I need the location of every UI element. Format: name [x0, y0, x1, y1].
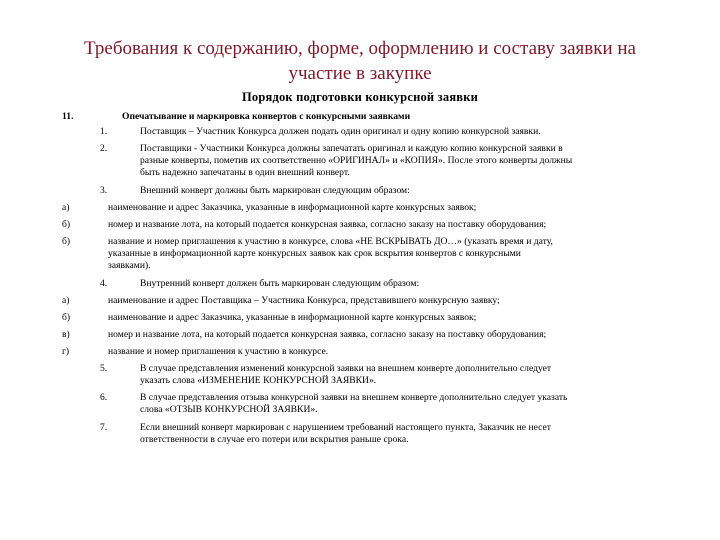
subitem-marker: г)	[62, 346, 70, 357]
subitem-marker: б)	[62, 219, 71, 230]
item-number: 1.	[100, 126, 108, 137]
item-text: Если внешний конверт маркирован с нарушением требований настоящего пункта, Заказчик не несет	[140, 422, 551, 433]
item-number: 7.	[100, 422, 108, 433]
subitem-marker: в)	[62, 329, 70, 340]
item-text: слова «ОТЗЫВ КОНКУРСНОЙ ЗАЯВКИ».	[140, 404, 318, 415]
subitem-text: номер и название лота, на который подается конкурсная заявка, согласно заказу на поставку оборудования;	[108, 219, 547, 230]
subitem-text: название и номер приглашения к участию в конкурсе.	[108, 346, 329, 357]
subitem-marker: б)	[62, 236, 71, 247]
subitem-text: наименование и адрес Заказчика, указанные в информационной карте конкурсных заявок;	[108, 312, 477, 323]
item-text: Внутренний конверт должен быть маркирован следующим образом:	[140, 278, 420, 289]
subitem-text: наименование и адрес Поставщика – Участника Конкурса, представившего конкурсную заявку;	[108, 295, 500, 306]
item-number: 6.	[100, 392, 108, 403]
item-text: Внешний конверт должны быть маркирован следующим образом:	[140, 185, 410, 196]
subitem-text: номер и название лота, на который подается конкурсная заявка, согласно заказу на поставку оборудования;	[108, 329, 547, 340]
subitem-marker: а)	[62, 202, 70, 213]
subitem-marker: б)	[62, 312, 71, 323]
item-text: В случае представления изменений конкурсной заявки на внешнем конверте дополнительно следует	[140, 363, 552, 374]
item-number: 3.	[100, 185, 108, 196]
item-text: быть надежно запечатаны в один внешний конверт.	[140, 167, 350, 178]
item-text: Поставщик – Участник Конкурса должен подать один оригинал и одну копию конкурсной заявки.	[140, 126, 541, 137]
item-text: Поставщики - Участники Конкурса должны запечатать оригинал и каждую копию конкурсной заявки в	[140, 143, 563, 154]
subitem-text: заявками).	[108, 260, 151, 271]
page-title	[20, 36, 700, 86]
section-number: 11.	[62, 111, 74, 122]
item-text: указать слова «ИЗМЕНЕНИЕ КОНКУРСНОЙ ЗАЯВКИ».	[140, 375, 377, 386]
title-line-1: Требования к содержанию, форме, оформлению и составу заявки на	[84, 38, 636, 59]
subitem-text: название и номер приглашения к участию в конкурсе, слова «НЕ ВСКРЫВАТЬ ДО…» (указать время и дату,	[108, 236, 553, 247]
subitem-marker: а)	[62, 295, 70, 306]
subtitle: Порядок подготовки конкурсной заявки	[241, 90, 479, 104]
section-heading: Опечатывание и маркировка конвертов с конкурсными заявками	[122, 111, 411, 122]
item-number: 2.	[100, 143, 108, 154]
subitem-text: указанные в информационной карте конкурсных заявок как срок вскрытия конвертов с конкурсными	[108, 248, 521, 259]
item-text: разные конверты, пометив их соответственно «ОРИГИНАЛ» и «КОПИЯ». После этого конверты должны	[140, 155, 573, 166]
item-number: 5.	[100, 363, 108, 374]
subitem-text: наименование и адрес Заказчика, указанные в информационной карте конкурсных заявок;	[108, 202, 477, 213]
item-text: ответственности в случае его потери или вскрытия раньше срока.	[140, 434, 409, 445]
title-line-2: участие в закупке	[288, 63, 432, 84]
item-number: 4.	[100, 278, 108, 289]
item-text: В случае представления отзыва конкурсной заявки на внешнем конверте дополнительно следует указать	[140, 392, 568, 403]
